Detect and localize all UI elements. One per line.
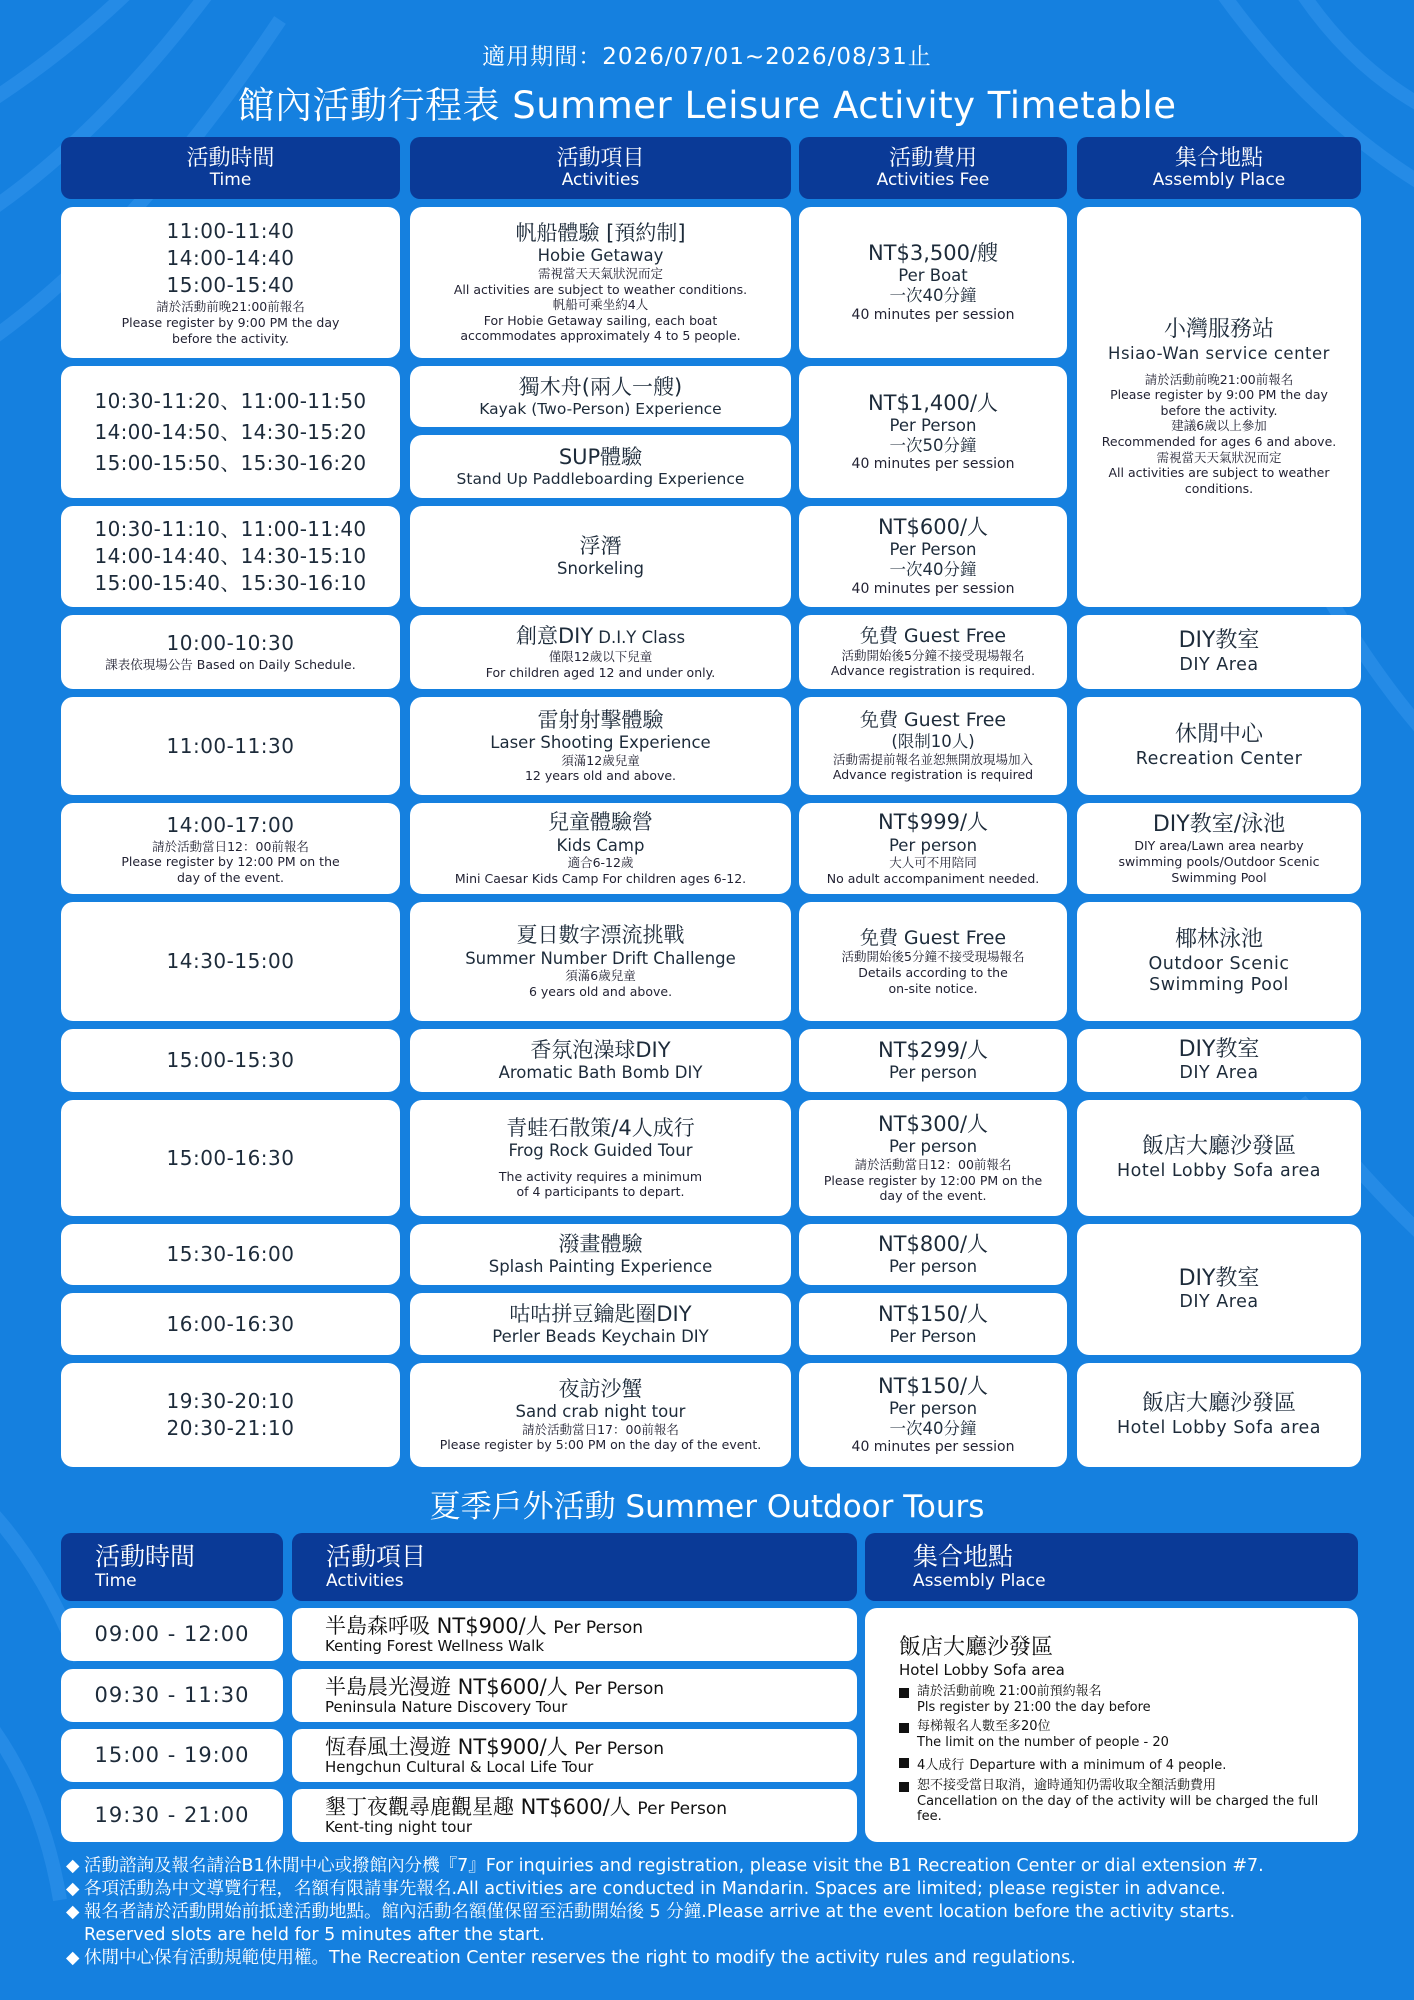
time-slot: 20:30-21:10 bbox=[166, 1416, 295, 1440]
activity-name-zh: 咕咕拼豆鑰匙圈DIY bbox=[509, 1301, 692, 1326]
note: 建議6歲以上參加 bbox=[1171, 418, 1267, 434]
note: 大人可不用陪同 bbox=[889, 855, 977, 871]
price-unit: Per Person bbox=[889, 540, 977, 560]
bullet-square-icon bbox=[899, 1758, 909, 1768]
time-slot: 19:30-20:10 bbox=[166, 1389, 295, 1413]
price: NT$1,400/人 bbox=[867, 390, 999, 415]
page-title: 館內活動行程表 Summer Leisure Activity Timetable bbox=[237, 84, 1177, 127]
note-zh: 請於活動前晚 21:00前預約報名 bbox=[917, 1684, 1102, 1699]
place-name-zh: 飯店大廳沙發區 bbox=[1141, 1391, 1296, 1417]
price-unit: Per Person bbox=[889, 1326, 977, 1346]
header-fee-en: Activities Fee bbox=[876, 169, 990, 190]
price-unit: Per person bbox=[888, 1137, 978, 1157]
footer-notes bbox=[66, 1855, 1356, 1970]
place-name-en: Outdoor Scenic bbox=[1148, 953, 1290, 974]
place-name-en: DIY Area bbox=[1179, 1292, 1259, 1313]
activity-name-zh: 帆船體驗 [預約制] bbox=[515, 220, 686, 245]
bullet-square-icon bbox=[899, 1723, 909, 1733]
note-en: Pls register by 21:00 the day before bbox=[917, 1699, 1151, 1715]
diy-class-place-cell bbox=[1077, 615, 1361, 689]
time-slot: 09:00 - 12:00 bbox=[94, 1621, 250, 1646]
hobie-activity-cell bbox=[410, 207, 791, 358]
time-slot: 16:00-16:30 bbox=[166, 1311, 295, 1336]
tour-time-cell bbox=[61, 1789, 283, 1842]
note: Mini Caesar Kids Camp For children ages 6-12. bbox=[454, 870, 747, 886]
note-zh: 恕不接受當日取消，逾時通知仍需收取全額活動費用 bbox=[917, 1777, 1217, 1793]
tour-time-cell bbox=[61, 1669, 283, 1722]
drift-fee-cell bbox=[799, 902, 1067, 1021]
note: 請於活動前晚21:00前報名 bbox=[1144, 371, 1294, 387]
note: 需視當天天氣狀況而定 bbox=[1156, 449, 1282, 465]
place-name-en: DIY Area bbox=[1179, 654, 1259, 675]
session-length-en: 40 minutes per session bbox=[851, 1439, 1015, 1456]
laser-place-cell bbox=[1077, 697, 1361, 795]
outdoor-header-time bbox=[61, 1533, 283, 1601]
note: day of the event. bbox=[176, 869, 285, 885]
time-slot: 14:00-17:00 bbox=[166, 812, 295, 837]
footer-text: 各項活動為中文導覽行程，名額有限請事先報名.All activities are conducted in Mandarin. Spaces are limited; please register in advance. bbox=[84, 1879, 1226, 1899]
price: NT$3,500/艘 bbox=[867, 241, 999, 266]
note: Advance registration is required bbox=[832, 767, 1034, 783]
footer-line bbox=[66, 1924, 1356, 1947]
activity-name-zh: 創意DIY bbox=[515, 623, 594, 648]
tour-activity-cell bbox=[292, 1608, 857, 1661]
hobie-time-cell bbox=[61, 207, 400, 358]
activity-name-zh: 獨木舟(兩人一艘) bbox=[518, 374, 683, 399]
validity-period: 適用期間：2026/07/01~2026/08/31止 bbox=[482, 44, 932, 70]
snorkel-time-cell bbox=[61, 506, 400, 607]
time-slot: 09:30 - 11:30 bbox=[94, 1682, 250, 1707]
time-slot: 15:00-15:30 bbox=[166, 1048, 295, 1072]
price-unit: Per Person bbox=[574, 1738, 665, 1759]
time-slot: 14:00-14:40、14:30-15:10 bbox=[94, 544, 367, 568]
footer-text: 活動諮詢及報名請洽B1休閒中心或撥館內分機『7』For inquiries and registration, please visit the B1 Recreation Center or dial extension #7. bbox=[84, 1856, 1264, 1876]
outdoor-tours-title: 夏季戶外活動 Summer Outdoor Tours bbox=[429, 1489, 985, 1525]
frog-activity-cell bbox=[410, 1100, 791, 1216]
assembly-note bbox=[899, 1719, 1324, 1750]
place-name-zh: 小灣服務站 bbox=[1163, 317, 1274, 343]
note: Please register by 9:00 PM the day bbox=[121, 314, 340, 330]
note: 請於活動當日12：00前報名 bbox=[854, 1157, 1012, 1173]
price-unit: Per person bbox=[888, 835, 978, 855]
assembly-note bbox=[899, 1754, 1324, 1774]
header-activities bbox=[410, 137, 791, 199]
session-length-zh: 一次40分鐘 bbox=[889, 1418, 977, 1438]
crab-time-cell bbox=[61, 1363, 400, 1467]
place-name-en: Hotel Lobby Sofa area bbox=[899, 1661, 1065, 1679]
time-slot: 11:00-11:30 bbox=[166, 733, 295, 758]
time-slot: 10:00-10:30 bbox=[166, 631, 295, 656]
note-en: The limit on the number of people - 20 bbox=[917, 1734, 1169, 1750]
note: 活動開始後5分鐘不接受現場報名 bbox=[841, 949, 1025, 965]
header-place-zh: 集合地點 bbox=[913, 1541, 1014, 1571]
session-length-en: 40 minutes per session bbox=[851, 306, 1015, 323]
session-length-zh: 一次40分鐘 bbox=[889, 560, 977, 579]
splash-activity-cell bbox=[410, 1224, 791, 1285]
footer-line bbox=[66, 1901, 1356, 1924]
kayak-fee-cell bbox=[799, 366, 1067, 498]
activity-name-en: Perler Beads Keychain DIY bbox=[492, 1326, 709, 1346]
activity-name-zh: 浮潛 bbox=[579, 534, 622, 558]
place-name-en: Recreation Center bbox=[1135, 748, 1303, 769]
frog-place-cell bbox=[1077, 1100, 1361, 1216]
kids-camp-place-cell bbox=[1077, 803, 1361, 894]
tour-activity-cell bbox=[292, 1669, 857, 1722]
bath-bomb-activity-cell bbox=[410, 1029, 791, 1092]
header-fee-zh: 活動費用 bbox=[888, 145, 977, 171]
price-unit: Per person bbox=[888, 1398, 978, 1418]
note: 請於活動當日17：00前報名 bbox=[522, 1421, 679, 1437]
note: Please register by 5:00 PM on the day of the event. bbox=[439, 1437, 762, 1453]
activity-name-zh: SUP體驗 bbox=[558, 444, 643, 469]
place-name-en: Swimming Pool bbox=[1149, 974, 1289, 995]
header-activities-zh: 活動項目 bbox=[326, 1541, 427, 1571]
bullet-square-icon bbox=[899, 1782, 909, 1792]
place-name-zh: DIY教室 bbox=[1178, 1265, 1260, 1291]
header-place-zh: 集合地點 bbox=[1174, 145, 1263, 171]
frog-fee-cell bbox=[799, 1100, 1067, 1216]
header-activities-en: Activities bbox=[561, 169, 640, 190]
activity-name-zh: 青蛙石散策/4人成行 bbox=[506, 1115, 695, 1140]
place-name-en: Hotel Lobby Sofa area bbox=[1117, 1160, 1321, 1181]
header-time-zh: 活動時間 bbox=[186, 145, 275, 171]
note: 僅限12歲以下兒童 bbox=[548, 648, 653, 664]
price-unit: Per Person bbox=[889, 415, 977, 435]
time-slot: 19:30 - 21:00 bbox=[94, 1802, 250, 1827]
price: NT$600/人 bbox=[877, 515, 989, 540]
bullet-square-icon bbox=[899, 1688, 909, 1698]
footer-line bbox=[66, 1878, 1356, 1901]
activity-name-en: Hobie Getaway bbox=[537, 246, 664, 266]
note: 需視當天天氣狀況而定 bbox=[537, 265, 663, 281]
place-name-en: DIY Area bbox=[1179, 1063, 1259, 1084]
header-time-zh: 活動時間 bbox=[95, 1541, 196, 1571]
note-zh: 4人成行 bbox=[917, 1758, 965, 1774]
price: NT$150/人 bbox=[877, 1373, 989, 1398]
time-slot: 15:00-15:50、15:30-16:20 bbox=[94, 450, 367, 475]
time-slot: 14:30-15:00 bbox=[166, 949, 295, 973]
note: All activities are subject to weather bbox=[1108, 465, 1330, 481]
laser-fee-cell bbox=[799, 697, 1067, 795]
footer-text: Reserved slots are held for 5 minutes after the start. bbox=[84, 1925, 545, 1945]
note: The activity requires a minimum bbox=[498, 1168, 703, 1184]
time-slot: 14:00-14:40 bbox=[166, 245, 295, 270]
time-slot: 15:00 - 19:00 bbox=[94, 1742, 250, 1767]
activity-name-en: Kids Camp bbox=[556, 835, 645, 855]
time-slot: 14:00-14:50、14:30-15:20 bbox=[94, 419, 367, 444]
header-place-en: Assembly Place bbox=[913, 1570, 1046, 1591]
note: Advance registration is required. bbox=[830, 663, 1036, 679]
time-slot: 15:00-16:30 bbox=[166, 1145, 295, 1170]
time-slot: 10:30-11:10、11:00-11:40 bbox=[94, 517, 367, 541]
bath-bomb-place-cell bbox=[1077, 1029, 1361, 1092]
perler-fee-cell bbox=[799, 1293, 1067, 1355]
drift-time-cell bbox=[61, 902, 400, 1021]
activity-name-en: Kayak (Two-Person) Experience bbox=[479, 399, 722, 418]
note: 活動開始後5分鐘不接受現場報名 bbox=[841, 647, 1025, 663]
place-name-zh: 飯店大廳沙發區 bbox=[899, 1635, 1054, 1660]
price-unit: Per Person bbox=[574, 1678, 665, 1699]
session-length-en: 40 minutes per session bbox=[851, 580, 1015, 597]
header-activities-en: Activities bbox=[326, 1570, 404, 1591]
footer-text: 休閒中心保有活動規範使用權。The Recreation Center reserves the right to modify the activity rules and regulations. bbox=[84, 1948, 1076, 1968]
activity-name-en: Laser Shooting Experience bbox=[490, 733, 711, 753]
activity-name-en: Sand crab night tour bbox=[515, 1402, 686, 1422]
activity-name-en: Stand Up Paddleboarding Experience bbox=[456, 469, 745, 488]
time-slot: 11:00-11:40 bbox=[166, 218, 295, 243]
price: NT$299/人 bbox=[877, 1038, 989, 1062]
session-length-zh: 一次40分鐘 bbox=[889, 286, 977, 305]
page-header bbox=[0, 38, 1414, 129]
diamond-icon: ◆ bbox=[66, 1856, 80, 1876]
note: on-site notice. bbox=[888, 980, 978, 996]
place-name-en: Hsiao-Wan service center bbox=[1108, 343, 1330, 363]
tour-activity-cell bbox=[292, 1789, 857, 1842]
price-limit: (限制10人) bbox=[891, 731, 975, 751]
note: day of the event. bbox=[879, 1188, 987, 1204]
note: Swimming Pool bbox=[1171, 869, 1267, 885]
header-place-en: Assembly Place bbox=[1152, 169, 1286, 190]
note: conditions. bbox=[1184, 480, 1254, 496]
price: NT$150/人 bbox=[877, 1301, 989, 1326]
activity-name-zh: 香氛泡澡球DIY bbox=[530, 1038, 671, 1062]
sup-activity-cell bbox=[410, 435, 791, 498]
session-length-zh: 一次50分鐘 bbox=[889, 435, 977, 455]
kayak-activity-cell bbox=[410, 366, 791, 427]
price-unit: Per person bbox=[888, 1063, 978, 1083]
session-length-en: 40 minutes per session bbox=[851, 456, 1015, 473]
header-fee bbox=[799, 137, 1067, 199]
tour-activity-cell bbox=[292, 1729, 857, 1782]
kids-camp-activity-cell bbox=[410, 803, 791, 894]
place-name-zh: DIY教室 bbox=[1178, 1036, 1260, 1062]
kids-camp-fee-cell bbox=[799, 803, 1067, 894]
price-unit: Per person bbox=[888, 1257, 978, 1277]
place-name-zh: 椰林泳池 bbox=[1174, 927, 1263, 953]
price: 免費 Guest Free bbox=[859, 709, 1007, 732]
outdoor-assembly-cell bbox=[865, 1608, 1358, 1842]
hobie-fee-cell bbox=[799, 207, 1067, 358]
note: 須滿12歲兒童 bbox=[561, 752, 640, 768]
splash-time-cell bbox=[61, 1224, 400, 1285]
crab-activity-cell bbox=[410, 1363, 791, 1467]
footer-line bbox=[66, 1855, 1356, 1878]
diamond-icon: ◆ bbox=[66, 1948, 80, 1968]
activity-name-en: Splash Painting Experience bbox=[488, 1257, 713, 1277]
note: 須滿6歲兒童 bbox=[565, 968, 636, 984]
note: Recommended for ages 6 and above. bbox=[1101, 434, 1337, 450]
laser-time-cell bbox=[61, 697, 400, 795]
bath-bomb-time-cell bbox=[61, 1029, 400, 1092]
note: 帆船可乘坐約4人 bbox=[552, 297, 649, 313]
crab-place-cell bbox=[1077, 1363, 1361, 1467]
note: 6 years old and above. bbox=[528, 983, 673, 999]
frog-time-cell bbox=[61, 1100, 400, 1216]
activity-name-en: Frog Rock Guided Tour bbox=[508, 1141, 693, 1161]
tour-name-en: Hengchun Cultural & Local Life Tour bbox=[325, 1758, 594, 1777]
note: DIY area/Lawn area nearby bbox=[1134, 838, 1304, 854]
note-en: Departure with a minimum of 4 people. bbox=[969, 1758, 1227, 1774]
price: 免費 Guest Free bbox=[859, 624, 1007, 647]
note: 課表依現場公告 Based on Daily Schedule. bbox=[105, 657, 356, 673]
header-time bbox=[61, 137, 400, 199]
note: No adult accompaniment needed. bbox=[826, 870, 1040, 886]
note: swimming pools/Outdoor Scenic bbox=[1118, 853, 1320, 869]
time-slot: 10:30-11:20、11:00-11:50 bbox=[94, 388, 367, 413]
note-en: Cancellation on the day of the activity will be charged the full fee. bbox=[917, 1793, 1319, 1825]
splash-fee-cell bbox=[799, 1224, 1067, 1285]
price: NT$800/人 bbox=[877, 1232, 989, 1256]
time-slot: 15:00-15:40、15:30-16:10 bbox=[94, 571, 367, 595]
price: 免費 Guest Free bbox=[859, 926, 1007, 949]
note: 12 years old and above. bbox=[524, 768, 677, 784]
diamond-icon: ◆ bbox=[66, 1879, 80, 1899]
snorkel-fee-cell bbox=[799, 506, 1067, 607]
bath-bomb-fee-cell bbox=[799, 1029, 1067, 1092]
activity-name-zh: 兒童體驗營 bbox=[548, 810, 653, 835]
place-name-zh: 休閒中心 bbox=[1174, 722, 1263, 748]
activity-name-en: Aromatic Bath Bomb DIY bbox=[498, 1063, 703, 1083]
note: before the activity. bbox=[172, 331, 289, 347]
tour-name-zh: 恆春風土漫遊 NT$900/人 bbox=[325, 1734, 568, 1759]
activity-name-zh: 夜訪沙蟹 bbox=[558, 1376, 643, 1401]
water-activities-place-cell bbox=[1077, 207, 1361, 607]
tour-name-en: Kent-ting night tour bbox=[325, 1818, 473, 1837]
price: NT$300/人 bbox=[877, 1112, 989, 1137]
tour-name-en: Peninsula Nature Discovery Tour bbox=[325, 1698, 568, 1717]
price-unit: Per Person bbox=[553, 1617, 644, 1638]
note: Details according to the bbox=[858, 965, 1008, 981]
activity-name-zh: 夏日數字漂流挑戰 bbox=[516, 923, 685, 948]
note: All activities are subject to weather conditions. bbox=[453, 281, 748, 297]
drift-activity-cell bbox=[410, 902, 791, 1021]
perler-activity-cell bbox=[410, 1293, 791, 1355]
kids-camp-time-cell bbox=[61, 803, 400, 894]
note: accommodates approximately 4 to 5 people. bbox=[460, 328, 741, 344]
activity-name-en: Snorkeling bbox=[556, 559, 645, 579]
diy-area-place-cell bbox=[1077, 1224, 1361, 1355]
price: NT$999/人 bbox=[877, 810, 989, 835]
diy-class-time-cell bbox=[61, 615, 400, 689]
activity-name-zh: 潑畫體驗 bbox=[558, 1232, 643, 1256]
header-time-en: Time bbox=[95, 1570, 137, 1591]
footer-line bbox=[66, 1947, 1356, 1970]
activity-name-en: Summer Number Drift Challenge bbox=[465, 948, 736, 968]
place-name-en: Hotel Lobby Sofa area bbox=[1117, 1417, 1321, 1438]
note: For Hobie Getaway sailing, each boat bbox=[483, 312, 718, 328]
outdoor-header-place bbox=[865, 1533, 1358, 1601]
tour-name-en: Kenting Forest Wellness Walk bbox=[325, 1637, 545, 1656]
place-name-zh: DIY教室 bbox=[1178, 628, 1260, 654]
note-zh: 每梯報名人數至多20位 bbox=[917, 1719, 1051, 1735]
header-time-en: Time bbox=[209, 169, 252, 190]
note: Please register by 12:00 PM on the bbox=[121, 854, 340, 870]
note: of 4 participants to depart. bbox=[516, 1184, 685, 1200]
tour-name-zh: 半島晨光漫遊 NT$600/人 bbox=[325, 1674, 568, 1699]
crab-fee-cell bbox=[799, 1363, 1067, 1467]
diy-class-fee-cell bbox=[799, 615, 1067, 689]
note: Please register by 12:00 PM on the bbox=[823, 1172, 1043, 1188]
snorkel-activity-cell bbox=[410, 506, 791, 607]
tour-name-zh: 墾丁夜觀尋鹿觀星趣 NT$600/人 bbox=[325, 1794, 631, 1819]
laser-activity-cell bbox=[410, 697, 791, 795]
tour-time-cell bbox=[61, 1608, 283, 1661]
place-name-zh: 飯店大廳沙發區 bbox=[1141, 1134, 1296, 1160]
diy-class-activity-cell bbox=[410, 615, 791, 689]
diamond-icon: ◆ bbox=[66, 1902, 80, 1922]
note: 請於活動當日12：00前報名 bbox=[152, 838, 309, 854]
drift-place-cell bbox=[1077, 902, 1361, 1021]
note: 請於活動前晚21:00前報名 bbox=[156, 298, 305, 314]
note: 適合6-12歲 bbox=[567, 855, 634, 871]
price-unit: Per Boat bbox=[898, 266, 968, 286]
kayak-time-cell bbox=[61, 366, 400, 498]
note: 活動需提前報名並恕無開放現場加入 bbox=[832, 751, 1033, 767]
activity-name-zh: 雷射射擊體驗 bbox=[537, 707, 664, 732]
assembly-note bbox=[899, 1778, 1324, 1825]
outdoor-header-activities bbox=[292, 1533, 857, 1601]
footer-text: 報名者請於活動開始前抵達活動地點。館內活動名額僅保留至活動開始後 5 分鐘.Please arrive at the event location before the activity starts. bbox=[84, 1902, 1236, 1922]
tour-time-cell bbox=[61, 1729, 283, 1782]
time-slot: 15:00-15:40 bbox=[166, 272, 295, 297]
price-unit: Per Person bbox=[637, 1798, 728, 1819]
place-name-zh: DIY教室/泳池 bbox=[1152, 811, 1286, 837]
activity-name-en: D.I.Y Class bbox=[598, 627, 686, 647]
note: For children aged 12 and under only. bbox=[485, 664, 716, 680]
assembly-note bbox=[899, 1684, 1324, 1715]
time-slot: 15:30-16:00 bbox=[166, 1242, 295, 1266]
tour-name-zh: 半島森呼吸 NT$900/人 bbox=[325, 1613, 547, 1638]
header-activities-zh: 活動項目 bbox=[556, 145, 645, 171]
header-place bbox=[1077, 137, 1361, 199]
note: Please register by 9:00 PM the day bbox=[1110, 387, 1328, 403]
note: before the activity. bbox=[1160, 402, 1278, 418]
perler-time-cell bbox=[61, 1293, 400, 1355]
